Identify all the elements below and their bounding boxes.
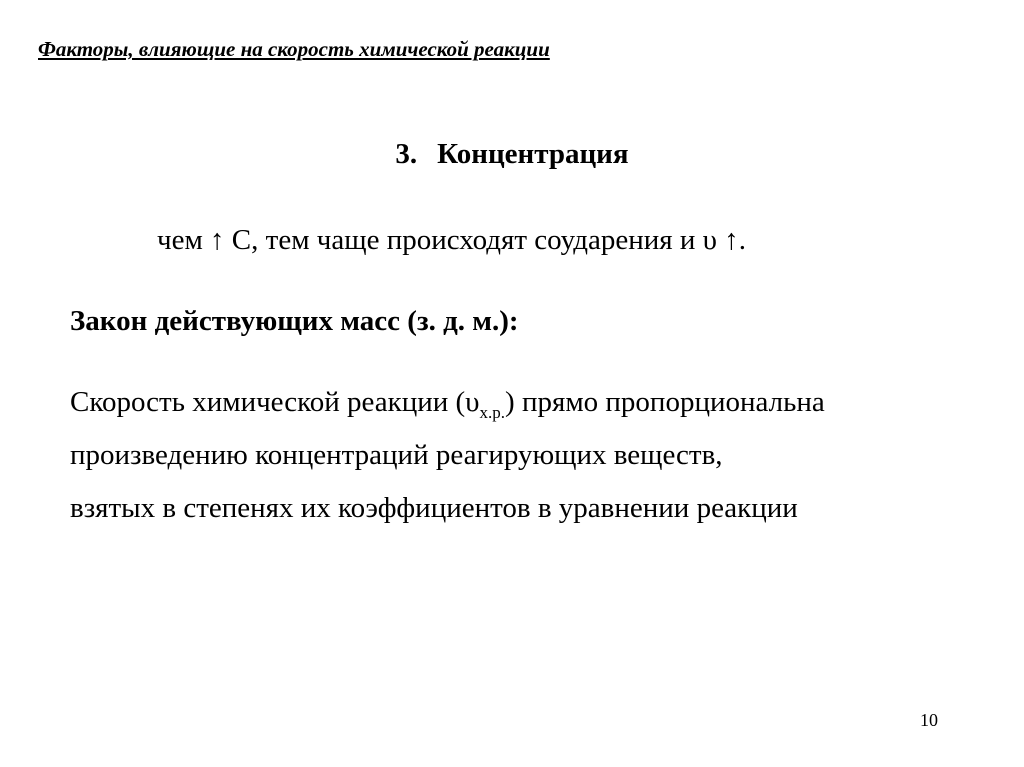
- slide-header-title: Факторы, влияющие на скорость химической реакции: [38, 37, 550, 61]
- law-title: Закон действующих масс (з. д. м.):: [70, 305, 519, 337]
- section-heading: [0, 138, 1024, 171]
- page-number: 10: [920, 710, 938, 730]
- law-definition: [70, 382, 825, 541]
- law-line-1: [70, 382, 825, 435]
- law-line-1-end: ) прямо пропорциональна: [505, 386, 825, 418]
- reaction-rate-subscript: х.р.: [479, 403, 506, 422]
- law-line-2: произведению концентраций реагирующих веществ,: [70, 439, 723, 471]
- concentration-statement: чем ↑ С, тем чаще происходят соударения и υ ↑.: [157, 224, 747, 256]
- law-line-3: взятых в степенях их коэффициентов в уравнении реакции: [70, 492, 798, 524]
- section-number: 3.: [395, 138, 418, 170]
- section-title: Концентрация: [437, 138, 629, 170]
- law-line-1-start: Скорость химической реакции (υ: [70, 386, 480, 418]
